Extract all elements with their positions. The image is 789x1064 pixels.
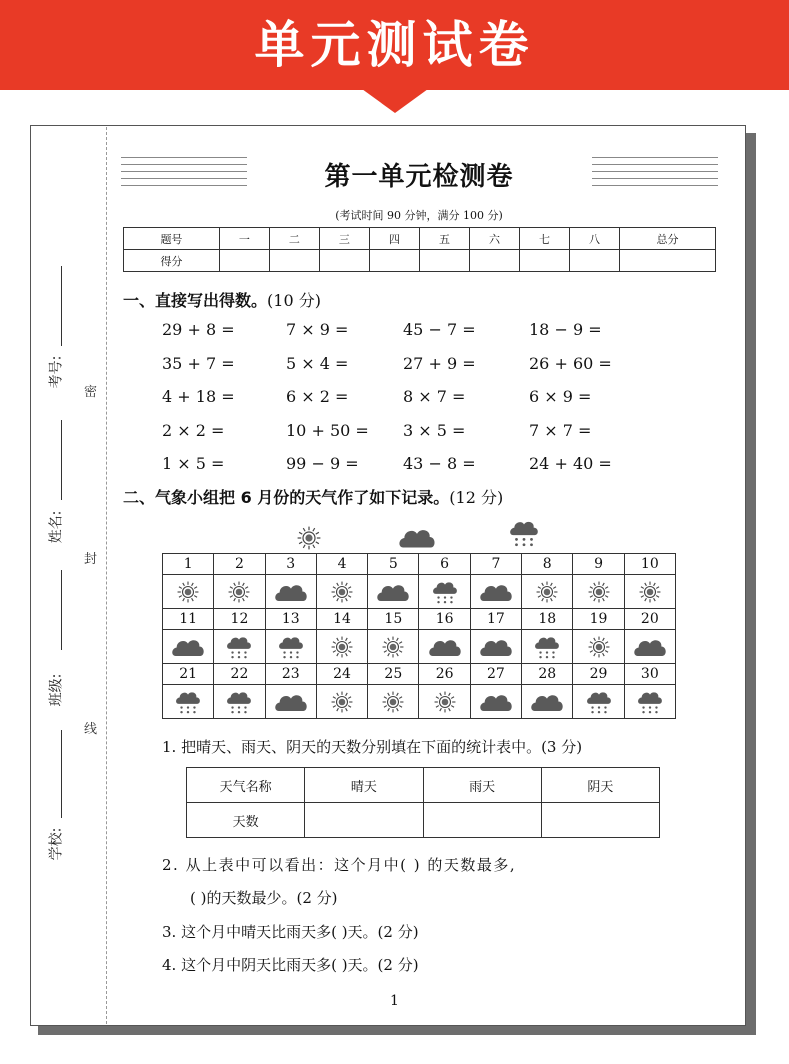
- cloud-icon: [265, 575, 316, 609]
- legend-cloud-icon: [398, 525, 436, 553]
- weather-day-number: 14: [316, 609, 367, 630]
- weather-day-number: 25: [368, 664, 419, 685]
- weather-icon-row: [163, 575, 676, 609]
- banner-title: 单元测试卷: [254, 16, 535, 74]
- score-header-cell: 二: [269, 228, 319, 250]
- weather-day-number: 2: [214, 554, 265, 575]
- banner-notch: [362, 89, 428, 113]
- sun-icon: [522, 575, 573, 609]
- legend-rain-icon: [509, 519, 539, 551]
- weather-icon-row: [163, 685, 676, 719]
- weather-day-number: 5: [368, 554, 419, 575]
- weather-day-number: 19: [573, 609, 624, 630]
- score-header-cell: 三: [319, 228, 369, 250]
- calc-problem: 1 × 5 =: [162, 454, 225, 473]
- weather-day-row: [163, 664, 676, 685]
- score-value-cell[interactable]: [519, 250, 569, 272]
- score-header-cell: 一: [219, 228, 269, 250]
- sun-icon: [316, 685, 367, 719]
- calc-problem: 8 × 7 =: [403, 387, 466, 406]
- score-value-cell[interactable]: [219, 250, 269, 272]
- weather-day-row: [163, 554, 676, 575]
- weather-day-number: 4: [316, 554, 367, 575]
- field-school-blank[interactable]: [61, 730, 62, 818]
- weather-day-number: 23: [265, 664, 316, 685]
- weather-day-number: 8: [522, 554, 573, 575]
- calc-problem: 45 − 7 =: [403, 320, 476, 339]
- calc-problem: 26 + 60 =: [529, 353, 612, 373]
- exam-title: 第一单元检测卷: [324, 162, 514, 192]
- weather-day-number: 28: [522, 664, 573, 685]
- sun-icon: [368, 685, 419, 719]
- weather-day-number: 22: [214, 664, 265, 685]
- score-value-cell[interactable]: [469, 250, 519, 272]
- section-2-points: (12 分): [449, 488, 504, 507]
- field-name-label: 姓名:: [48, 510, 65, 544]
- score-header-cell: 四: [369, 228, 419, 250]
- score-header-row: [124, 228, 716, 250]
- question-2-1: 1. 把晴天、雨天、阴天的天数分别填在下面的统计表中。(3 分): [162, 738, 583, 756]
- score-value-cell[interactable]: [569, 250, 619, 272]
- score-value-row: [124, 250, 716, 272]
- weather-icon-row: [163, 630, 676, 664]
- weather-day-number: 16: [419, 609, 470, 630]
- calc-problem: 4 + 18 =: [162, 387, 235, 406]
- sun-icon: [316, 630, 367, 664]
- sun-icon: [573, 575, 624, 609]
- stat-cell-sunny[interactable]: [305, 803, 423, 838]
- score-value-cell[interactable]: [620, 250, 716, 272]
- calc-problem: 6 × 2 =: [286, 387, 349, 406]
- calc-problem: 5 × 4 =: [286, 353, 349, 373]
- weather-record-table: [162, 553, 676, 719]
- question-2-2-line1: 2. 从上表中可以看出：这个月中( ) 的天数最多,: [162, 856, 517, 874]
- sun-icon: [419, 685, 470, 719]
- score-value-cell[interactable]: [419, 250, 469, 272]
- section-1-title: [123, 288, 321, 311]
- stat-header-rainy: 雨天: [423, 768, 541, 803]
- weather-day-number: 15: [368, 609, 419, 630]
- sun-icon: [624, 575, 675, 609]
- question-2-2-line2: ( )的天数最少。(2 分): [190, 889, 338, 907]
- weather-day-number: 29: [573, 664, 624, 685]
- weather-day-number: 7: [470, 554, 521, 575]
- sun-icon: [368, 630, 419, 664]
- stat-row-label: 天数: [187, 803, 305, 838]
- weather-day-number: 1: [163, 554, 214, 575]
- rain-icon: [573, 685, 624, 719]
- legend-sun-icon: [297, 526, 321, 554]
- rain-icon: [419, 575, 470, 609]
- rain-icon: [265, 630, 316, 664]
- binding-line: [106, 127, 107, 1024]
- weather-stat-table: [186, 767, 660, 838]
- cloud-icon: [419, 630, 470, 664]
- weather-day-number: 3: [265, 554, 316, 575]
- weather-day-number: 20: [624, 609, 675, 630]
- stat-header-cloudy: 阴天: [541, 768, 659, 803]
- rain-icon: [624, 685, 675, 719]
- score-label-cell: 得分: [124, 250, 220, 272]
- calc-problem: 7 × 7 =: [529, 420, 592, 440]
- stat-cell-cloudy[interactable]: [541, 803, 659, 838]
- rain-icon: [522, 630, 573, 664]
- calc-problem: 24 + 40 =: [529, 454, 612, 473]
- seal-mark-feng: 封: [84, 552, 98, 567]
- weather-day-number: 26: [419, 664, 470, 685]
- cloud-icon: [522, 685, 573, 719]
- weather-day-row: [163, 609, 676, 630]
- rain-icon: [163, 685, 214, 719]
- field-class-blank[interactable]: [61, 570, 62, 650]
- score-value-cell[interactable]: [369, 250, 419, 272]
- score-header-cell: 五: [419, 228, 469, 250]
- score-header-cell: 六: [469, 228, 519, 250]
- weather-day-number: 6: [419, 554, 470, 575]
- weather-day-number: 10: [624, 554, 675, 575]
- weather-day-number: 12: [214, 609, 265, 630]
- calc-problem: 43 − 8 =: [403, 454, 476, 473]
- sun-icon: [163, 575, 214, 609]
- calc-problem: 35 + 7 =: [162, 353, 235, 373]
- score-value-cell[interactable]: [269, 250, 319, 272]
- stat-cell-rainy[interactable]: [423, 803, 541, 838]
- field-school-label: 学校:: [48, 827, 65, 861]
- section-1-heading: 一、直接写出得数。: [123, 291, 268, 310]
- sun-icon: [316, 575, 367, 609]
- weather-day-number: 24: [316, 664, 367, 685]
- weather-day-number: 13: [265, 609, 316, 630]
- section-1-points: (10 分): [267, 291, 321, 310]
- sun-icon: [214, 575, 265, 609]
- weather-day-number: 21: [163, 664, 214, 685]
- cloud-icon: [470, 575, 521, 609]
- weather-day-number: 27: [470, 664, 521, 685]
- rain-icon: [214, 630, 265, 664]
- cloud-icon: [368, 575, 419, 609]
- calc-problem: 29 + 8 =: [162, 320, 235, 339]
- calc-problem: 7 × 9 =: [286, 320, 349, 339]
- weather-day-number: 9: [573, 554, 624, 575]
- weather-day-number: 30: [624, 664, 675, 685]
- field-name-blank[interactable]: [61, 420, 62, 500]
- cloud-icon: [470, 630, 521, 664]
- calc-problem: 18 − 9 =: [529, 320, 602, 339]
- score-value-cell[interactable]: [319, 250, 369, 272]
- section-2-heading: 二、气象小组把 6 月份的天气作了如下记录。: [123, 488, 450, 507]
- weather-day-number: 11: [163, 609, 214, 630]
- field-exam-number-label: 考号:: [48, 355, 65, 389]
- section-2-title: [123, 485, 503, 508]
- cloud-icon: [470, 685, 521, 719]
- field-class-label: 班级:: [48, 673, 65, 707]
- rain-icon: [214, 685, 265, 719]
- calc-problem: 6 × 9 =: [529, 387, 592, 406]
- page-number: 1: [390, 993, 399, 1009]
- score-header-cell: 七: [519, 228, 569, 250]
- top-banner: [0, 0, 789, 90]
- calc-problem: 2 × 2 =: [162, 420, 225, 440]
- cloud-icon: [624, 630, 675, 664]
- title-decoration-right: [592, 157, 718, 192]
- cloud-icon: [163, 630, 214, 664]
- sun-icon: [573, 630, 624, 664]
- cloud-icon: [265, 685, 316, 719]
- calc-problem: 10 + 50 =: [286, 420, 369, 440]
- stat-header-sunny: 晴天: [305, 768, 423, 803]
- field-exam-number-blank[interactable]: [61, 266, 62, 346]
- title-decoration-left: [121, 157, 247, 192]
- question-2-4: 4. 这个月中阴天比雨天多( )天。(2 分): [162, 956, 419, 974]
- calc-problem: 27 + 9 =: [403, 353, 476, 373]
- score-header-cell: 总分: [620, 228, 716, 250]
- weather-day-number: 18: [522, 609, 573, 630]
- score-header-cell: 题号: [124, 228, 220, 250]
- seal-mark-xian: 线: [84, 722, 98, 737]
- question-2-3: 3. 这个月中晴天比雨天多( )天。(2 分): [162, 923, 419, 941]
- score-table: [123, 227, 716, 272]
- calc-problem: 99 − 9 =: [286, 454, 359, 473]
- exam-subtitle: (考试时间 90 分钟，满分 100 分): [335, 209, 503, 222]
- stat-header-name: 天气名称: [187, 768, 305, 803]
- score-header-cell: 八: [569, 228, 619, 250]
- calc-problem: 3 × 5 =: [403, 420, 466, 440]
- seal-mark-mi: 密: [84, 385, 98, 400]
- weather-day-number: 17: [470, 609, 521, 630]
